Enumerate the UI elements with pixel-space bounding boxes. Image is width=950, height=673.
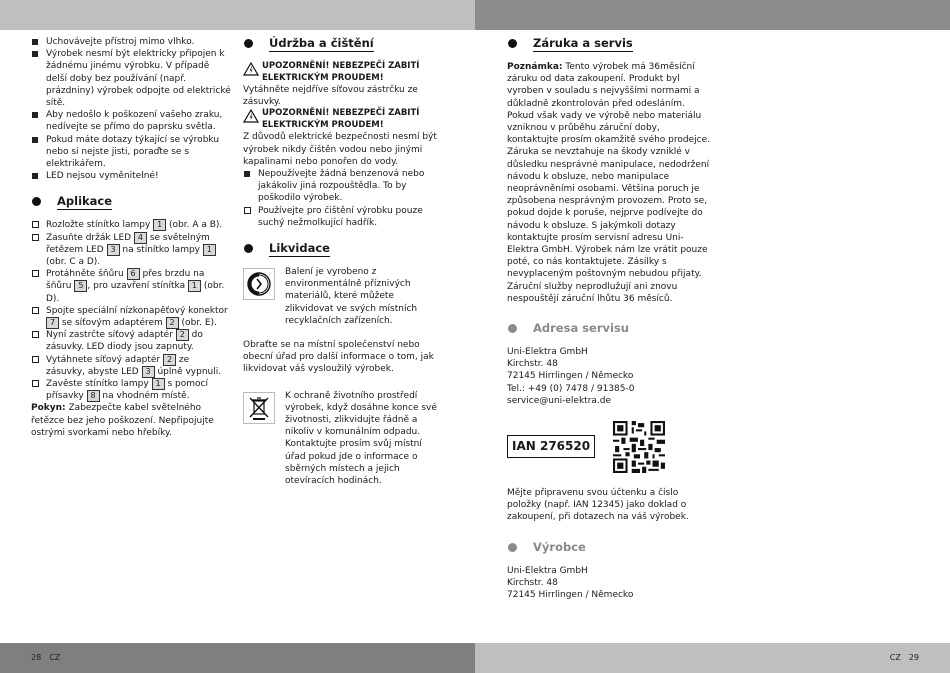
- page-number-left: 28: [31, 653, 42, 662]
- steps-list: [31, 219, 231, 402]
- column-middle: [243, 36, 445, 487]
- warranty-paragraph: Poznámka: Tento výrobek má 36měsíční záruku od data zakoupení. Produkt byl vyroben v souladu s nejvyššími normami a důkladně zkontrolován před odesláním. Pokud však vady ve výrobě nebo materiálu vzniknou v průběhu záruční doby, kontaktujte prosím okamžitě svého prodejce. Záruka se nevztahuje na škody vzniklé v důsledku nesprávné manipulace, nedodržení návodu k obsluze, nebo manipulace neoprávněními osobami. Většina poruch je způsobena nesprávným provozem. Proto se, pokud dojde k poruše, nejprve podívejte do návodu k obsluze. S jakýmkoli dotazy kontaktujte prosím servisní adresu Uni-Elektra GmbH. Výrobek nám lze vrátit pouze poté, co nás kontaktujete. Zásilky s nevyplaceným poštovným nebudou přijaty. Záruční služby neprodlužují ani znovu nespouštějí záruční lhůtu 36 měsíců.: [507, 62, 710, 304]
- safety-item: LED nejsou vyměnitelné!: [31, 170, 231, 182]
- step-item: Protáhněte šňůru 6 přes brzdu na šňůru 5 , pro uzavření stínítka 1 (obr. D).: [31, 268, 231, 305]
- safety-item: Výrobek nesmí být elektricky připojen k žádnému jinému výrobku. V případě delší doby bez používání (např. prázdniny) výrobek odpojte od elektrické sítě.: [31, 48, 231, 109]
- bottom-band: [0, 643, 950, 673]
- receipt-text: Mějte připravenu svou účtenku a číslo položky (např. IAN 12345) jako doklad o zakoupení, při dotazech na váš výrobek.: [507, 488, 689, 523]
- column-left: [31, 36, 231, 439]
- service-email: service@uni-elektra.de: [507, 395, 612, 406]
- safety-item: Aby nedošlo k poškození vašeho zraku, nedívejte se přímo do paprsku světla.: [31, 109, 231, 133]
- step-item: Rozložte stínítko lampy 1 (obr. A a B).: [31, 219, 231, 231]
- column-right: [507, 36, 711, 601]
- part-number: 7: [46, 317, 59, 329]
- warning-triangle-icon: [243, 62, 259, 76]
- section-heading-adresa: Adresa servisu: [507, 321, 711, 336]
- part-number: 1: [188, 280, 201, 292]
- step-item: Zasuňte držák LED 4 se světelným řetězem LED 3 na stínítko lampy 1 (obr. C a D).: [31, 232, 231, 269]
- section-heading-aplikace: Aplikace: [31, 194, 231, 209]
- safety-item: Pokud máte dotazy týkající se výrobku nebo si nejste jisti, poraďte se s elektrikářem.: [31, 134, 231, 171]
- part-number: 3: [142, 366, 155, 378]
- part-number: 1: [152, 378, 165, 390]
- part-number: 2: [163, 354, 176, 366]
- warning-text: Vytáhněte nejdříve síťovou zástrčku ze zásuvky.: [243, 85, 418, 108]
- part-number: 8: [87, 390, 100, 402]
- section-heading-vyrobce: Výrobce: [507, 540, 711, 555]
- top-band-right: [475, 0, 950, 30]
- part-number: 1: [203, 244, 216, 256]
- top-band: [0, 0, 950, 30]
- packaging-row: [243, 266, 445, 327]
- packaging-text: Balení je vyrobeno z environmentálně příznivých materiálů, které můžete zlikvidovat ve svých místních recyklačních zařízeních.: [285, 267, 418, 326]
- weee-text: K ochraně životního prostředí výrobek, když dosáhne konce své životnosti, zlikvidujte řádně a nikoliv v komunálním odpadu. Kontaktujte prosím svůj místní úřad pokud jde o informace o sběrných místech a jejich otevíracích hodinách.: [285, 390, 437, 487]
- warning-block: UPOZORNĚNÍ! NEBEZPEČÍ ZABITÍ ELEKTRICKÝM PROUDEM!: [243, 61, 445, 84]
- cleaning-bullet: Nepoužívejte žádná benzenová nebo jakákoliv jiná rozpouštědla. To by poškodilo výrobek.: [243, 168, 445, 205]
- part-number: 2: [166, 317, 179, 329]
- green-dot-icon: [243, 268, 275, 300]
- step-item: Nyní zastrčte síťový adaptér 2 do zásuvky. LED diody jsou zapnuty.: [31, 329, 231, 353]
- part-number: 5: [74, 280, 87, 292]
- section-heading-udrzba: Údržba a čištění: [243, 36, 445, 51]
- step-item: Vytáhnete síťový adaptér 2 ze zásuvky, abyste LED 3 úplně vypnuli.: [31, 354, 231, 378]
- part-number: 4: [134, 232, 147, 244]
- qr-code-icon: [613, 421, 665, 473]
- footer-left: [31, 652, 60, 664]
- footer-right: [890, 652, 919, 664]
- manufacturer-address: Uni-Elektra GmbH Kirchstr. 48 72145 Hirrlingen / Německo: [507, 565, 634, 601]
- safety-item: Uchovávejte přístroj mimo vlhko.: [31, 36, 231, 48]
- crossed-bin-icon: [243, 392, 275, 424]
- weee-row: [243, 390, 445, 488]
- part-number: 3: [107, 244, 120, 256]
- part-number: 2: [176, 329, 189, 341]
- note-paragraph: Pokyn: Zabezpečte kabel světelného řetězce bez jeho poškození. Nepřipojujte ostrými svorkami nebo hřebíky.: [31, 403, 214, 438]
- cleaning-bullets: [243, 168, 445, 205]
- section-heading-zaruka: Záruka a servis: [507, 36, 711, 51]
- step-item: Spojte speciální nízkonapěťový konektor 7 se síťovým adaptérem 2 (obr. E).: [31, 305, 231, 329]
- service-address: Uni-Elektra GmbH Kirchstr. 48 72145 Hirrlingen / Německo Tel.: +49 (0) 7478 / 91385-0 service@uni-elektra.de: [507, 346, 711, 407]
- section-heading-likvidace: Likvidace: [243, 241, 445, 256]
- safety-list: [31, 36, 231, 182]
- warning-block: UPOZORNĚNÍ! NEBEZPEČÍ ZABITÍ ELEKTRICKÝM PROUDEM!: [243, 108, 445, 131]
- authority-text: Obraťte se na místní společenství nebo obecní úřad pro další informace o tom, jak likvidovat váš vysloužilý výrobek.: [243, 340, 434, 375]
- page-number-right: 29: [908, 653, 919, 662]
- language-code-right: CZ: [889, 653, 901, 662]
- ian-block: [507, 421, 711, 481]
- warning-triangle-icon: [243, 109, 259, 123]
- language-code-left: CZ: [49, 653, 61, 662]
- cleaning-check: Používejte pro čištění výrobku pouze suchý nežmolkující hadřík.: [243, 205, 445, 229]
- bottom-band-right: [475, 643, 950, 673]
- part-number: 6: [127, 268, 140, 280]
- ian-number: IAN 276520: [507, 435, 595, 458]
- step-item: Zavěste stínítko lampy 1 s pomocí přísavky 8 na vhodném místě.: [31, 378, 231, 402]
- part-number: 1: [153, 219, 166, 231]
- cleaning-checks: [243, 205, 445, 229]
- warning-text: Z důvodů elektrické bezpečnosti nesmí být výrobek nikdy čištěn vodou nebo jinými kapalinami nebo ponořen do vody.: [243, 132, 437, 167]
